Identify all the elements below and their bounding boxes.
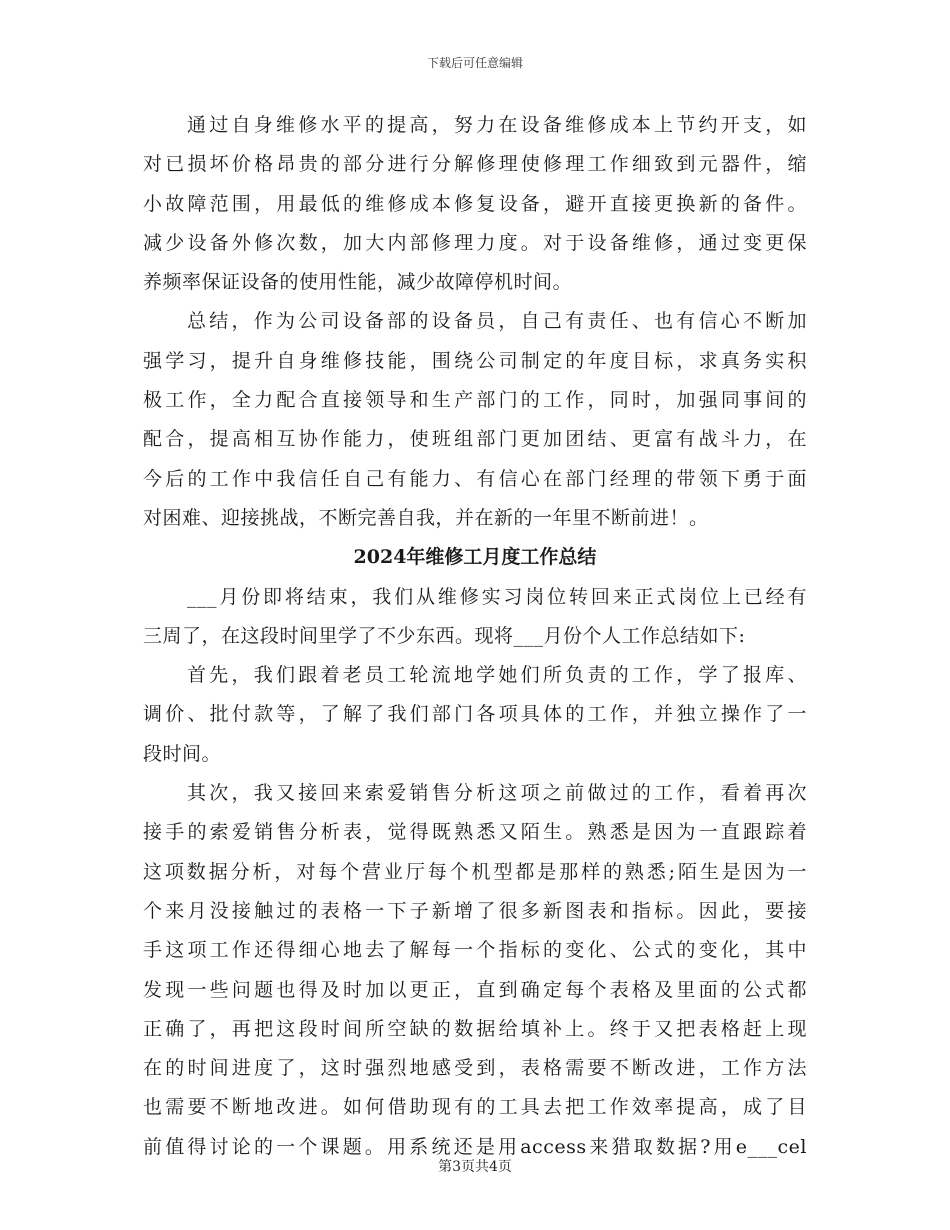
text-line: 其次，我又接回来索爱销售分析这项之前做过的工作，看着再次 — [187, 782, 807, 805]
paragraph — [143, 774, 807, 1167]
document-body — [143, 106, 807, 1167]
text-line: 小故障范围，用最低的维修成本修复设备，避开直接更换新的备件。 — [143, 192, 807, 215]
text-line: 对困难、迎接挑战，不断完善自我，并在新的一年里不断前进！。 — [143, 506, 709, 529]
text-line: 在的时间进度了，这时强烈地感受到，表格需要不断改进，工作方法 — [143, 1057, 807, 1080]
text-line: 通过自身维修水平的提高，努力在设备维修成本上节约开支，如 — [187, 114, 807, 136]
paragraph — [143, 106, 807, 302]
page-header: 下载后可任意编辑 — [426, 56, 523, 70]
page-number: 第3页共4页 — [438, 1159, 512, 1175]
text-line: 配合，提高相互协作能力，使班组部门更加团结、更富有战斗力，在 — [143, 428, 807, 451]
text-line: 极工作，全力配合直接领导和生产部门的工作，同时，加强同事间的 — [143, 389, 807, 412]
text-line: 也需要不断地改进。如何借助现有的工具去把工作效率提高，成了目 — [143, 1096, 807, 1119]
text-line: 这项数据分析，对每个营业厅每个机型都是那样的熟悉;陌生是因为一 — [143, 860, 807, 883]
text-line: 养频率保证设备的使用性能，减少故障停机时间。 — [143, 271, 573, 294]
paragraph — [143, 656, 807, 774]
paragraph — [143, 302, 807, 538]
text-line: 个来月没接触过的表格一下子新增了很多新图表和指标。因此，要接 — [143, 899, 807, 922]
text-line: 正确了，再把这段时间所空缺的数据给填补上。终于又把表格赶上现 — [143, 1017, 807, 1040]
text-line: 对已损坏价格昂贵的部分进行分解修理使修理工作细致到元器件，缩 — [143, 153, 807, 176]
text-line: 前值得讨论的一个课题。用系统还是用access来猎取数据?用e___cel — [143, 1135, 807, 1158]
text-line: 减少设备外修次数，加大内部修理力度。对于设备维修，通过变更保 — [143, 231, 807, 254]
text-line: ___月份即将结束，我们从维修实习岗位转回来正式岗位上已经有 — [187, 585, 807, 608]
text-line: 段时间。 — [143, 742, 222, 765]
text-line: 今后的工作中我信任自己有能力、有信心在部门经理的带领下勇于面 — [143, 467, 807, 490]
text-line: 接手的索爱销售分析表，觉得既熟悉又陌生。熟悉是因为一直跟踪着 — [143, 821, 807, 844]
text-line: 调价、批付款等，了解了我们部门各项具体的工作，并独立操作了一 — [143, 703, 807, 726]
text-line: 手这项工作还得细心地去了解每一个指标的变化、公式的变化，其中 — [143, 939, 807, 962]
paragraph — [143, 578, 807, 657]
text-line: 发现一些问题也得及时加以更正，直到确定每个表格及里面的公式都 — [143, 978, 807, 1001]
text-line: 强学习，提升自身维修技能，围绕公司制定的年度目标，求真务实积 — [143, 349, 807, 372]
text-line: 三周了，在这段时间里学了不少东西。现将___月份个人工作总结如下: — [143, 624, 746, 647]
text-line: 总结，作为公司设备部的设备员，自己有责任、也有信心不断加 — [187, 310, 807, 333]
text-line: 首先，我们跟着老员工轮流地学她们所负责的工作，学了报库、 — [187, 664, 807, 687]
section-heading: 2024年维修工月度工作总结 — [353, 546, 597, 569]
